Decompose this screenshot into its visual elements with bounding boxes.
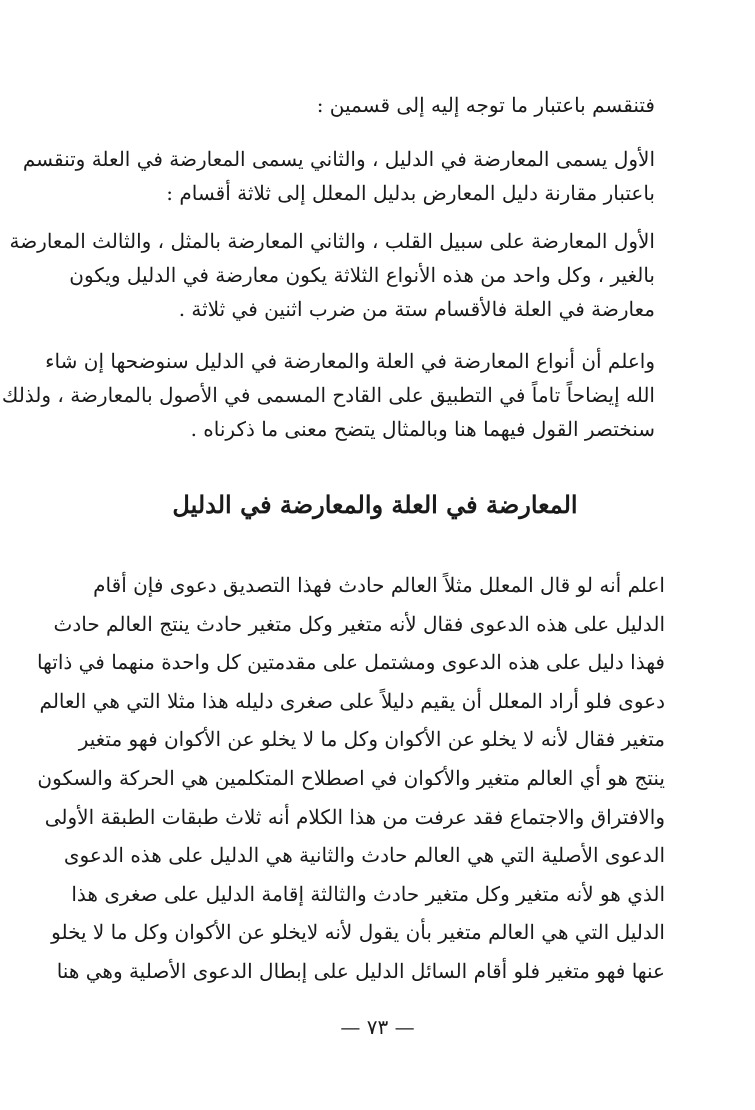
intro-paragraph (95, 88, 655, 122)
text-line: والافتراق والاجتماع فقد عرفت من هذا الكلام أنه ثلاث طبقات الطبقة الأولى (44, 804, 665, 829)
text-line: الأول المعارضة على سبيل القلب ، والثاني المعارضة بالمثل ، والثالث المعارضة (9, 229, 655, 253)
paragraph-3 (1, 344, 655, 446)
text-line: سنختصر القول فيهما هنا وبالمثال يتضح معنى ما ذكرناه . (190, 417, 655, 441)
text-line: معارضة في العلة فالأقسام ستة من ضرب اثنين في ثلاثة . (178, 297, 655, 321)
text-line: الدليل على هذه الدعوى فقال لأنه متغير وكل متغير حادث ينتج العالم حادث (53, 611, 665, 636)
text-line: ينتج هو أي العالم متغير والأكوان في اصطلاح المتكلمين هي الحركة والسكون (37, 765, 665, 790)
page-number: — ٧٣ — (340, 1015, 415, 1039)
text-line: الله إيضاحاً تاماً في التطبيق على القادح المسمى في الأصول بالمعارضة ، ولذلك (1, 383, 655, 407)
text-line: فتنقسم باعتبار ما توجه إليه إلى قسمين : (316, 93, 655, 117)
text-line: باعتبار مقارنة دليل المعارض بدليل المعلل إلى ثلاثة أقسام : (166, 181, 655, 205)
text-line: واعلم أن أنواع المعارضة في العلة والمعارضة في الدليل سنوضحها إن شاء (45, 349, 655, 373)
text-line: الدليل التي هي العالم متغير بأن يقول لأنه لايخلو عن الأكوان وكل ما لا يخلو (51, 920, 665, 945)
text-line: فهذا دليل على هذه الدعوى ومشتمل على مقدمتين كل واحدة منهما في ذاتها (36, 650, 665, 675)
text-line: بالغير ، وكل واحد من هذه الأنواع الثلاثة يكون معارضة في الدليل ويكون (69, 263, 655, 287)
paragraph-1 (22, 142, 655, 210)
text-line: الأول يسمى المعارضة في الدليل ، والثاني يسمى المعارضة في العلة وتنقسم (22, 147, 655, 171)
text-line: متغير فقال لأنه لا يخلو عن الأكوان وكل ما لا يخلو عن الأكوان فهو متغير (78, 727, 665, 752)
text-line: اعلم أنه لو قال المعلل مثلاً العالم حادث فهذا التصديق دعوى فإن أقام (93, 573, 665, 597)
text-line: الذي هو لأنه متغير وكل متغير حادث والثالثة إقامة الدليل على صغرى هذا (71, 881, 665, 906)
paragraph-4 (36, 566, 665, 991)
paragraph-2 (9, 224, 655, 326)
text-line: دعوى فلو أراد المعلل أن يقيم دليلاً على صغرى دليله هذا مثلا التي هي العالم (39, 688, 665, 713)
section-heading: المعارضة في العلة والمعارضة في الدليل (172, 490, 578, 519)
text-line: عنها فهو متغير فلو أقام السائل الدليل على إبطال الدعوى الأصلية وهي هنا (56, 958, 665, 983)
text-line: الدعوى الأصلية التي هي العالم حادث والثانية هي الدليل على هذه الدعوى (63, 843, 665, 868)
